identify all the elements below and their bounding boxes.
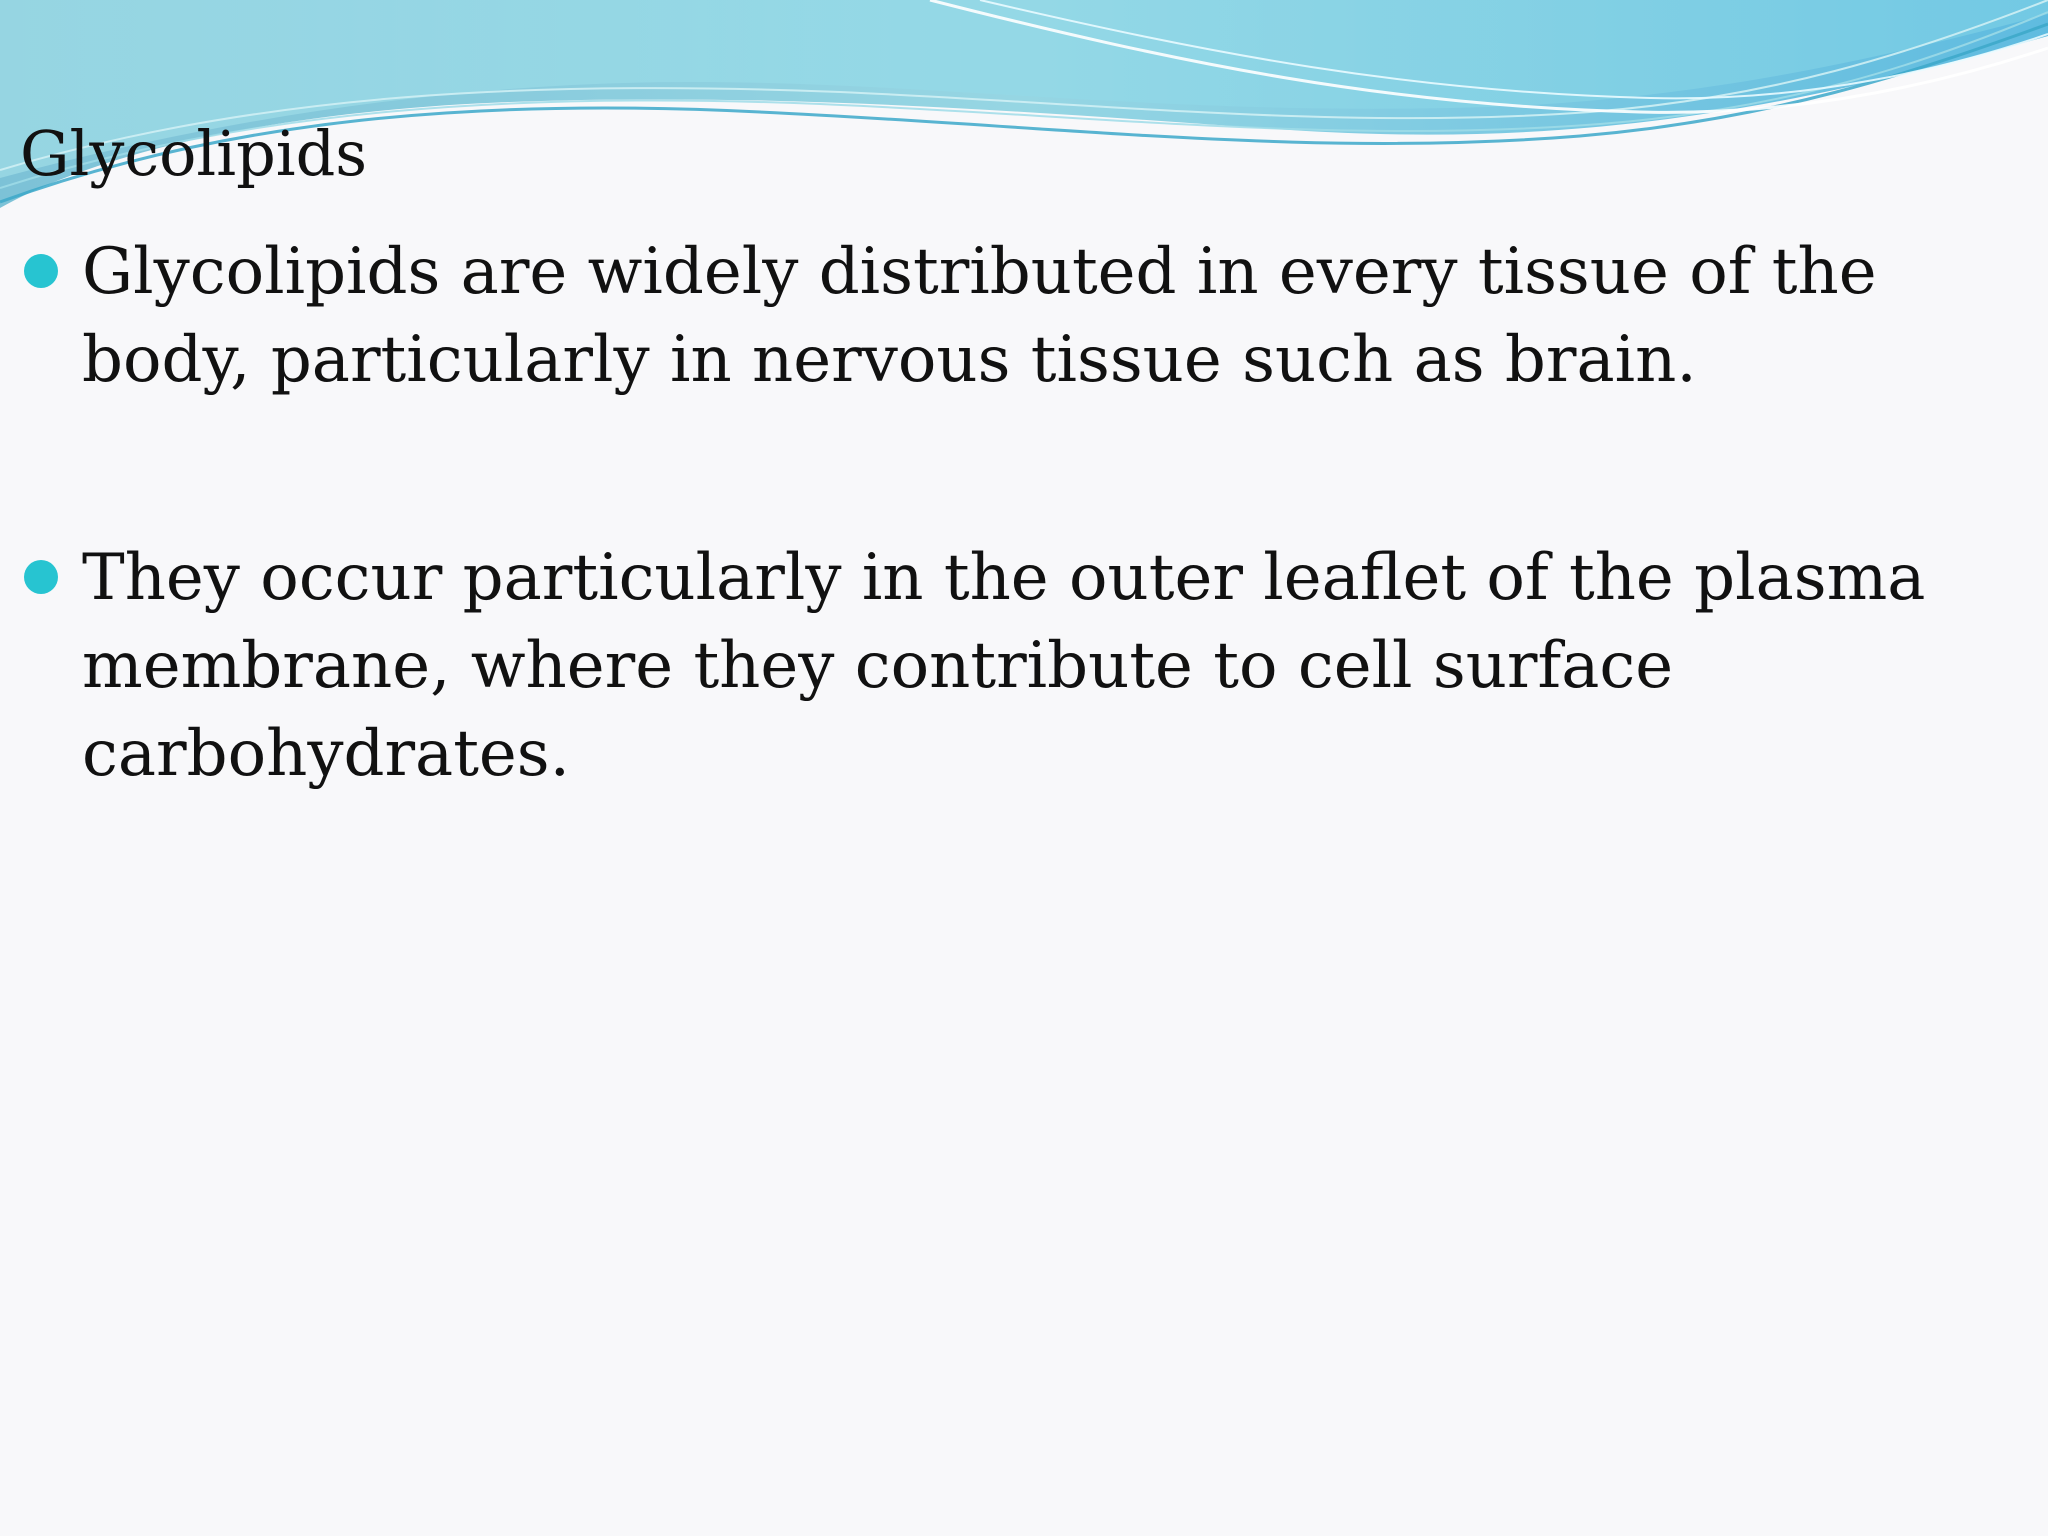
slide-title: Glycolipids: [20, 117, 368, 190]
bullet-text: Glycolipids are widely distributed in every tissue of the body, particularly in nervous tissue such as brain.: [82, 235, 1877, 397]
bullet-text: They occur particularly in the outer leaflet of the plasma membrane, where they contribute to cell surface carbohydrates.: [82, 541, 1926, 791]
bullet-list: [0, 228, 2048, 798]
bullet-dot-icon: [24, 560, 58, 594]
bullet-item: [0, 534, 2048, 798]
bullet-item: [0, 228, 2048, 404]
bullet-dot-icon: [24, 254, 58, 288]
